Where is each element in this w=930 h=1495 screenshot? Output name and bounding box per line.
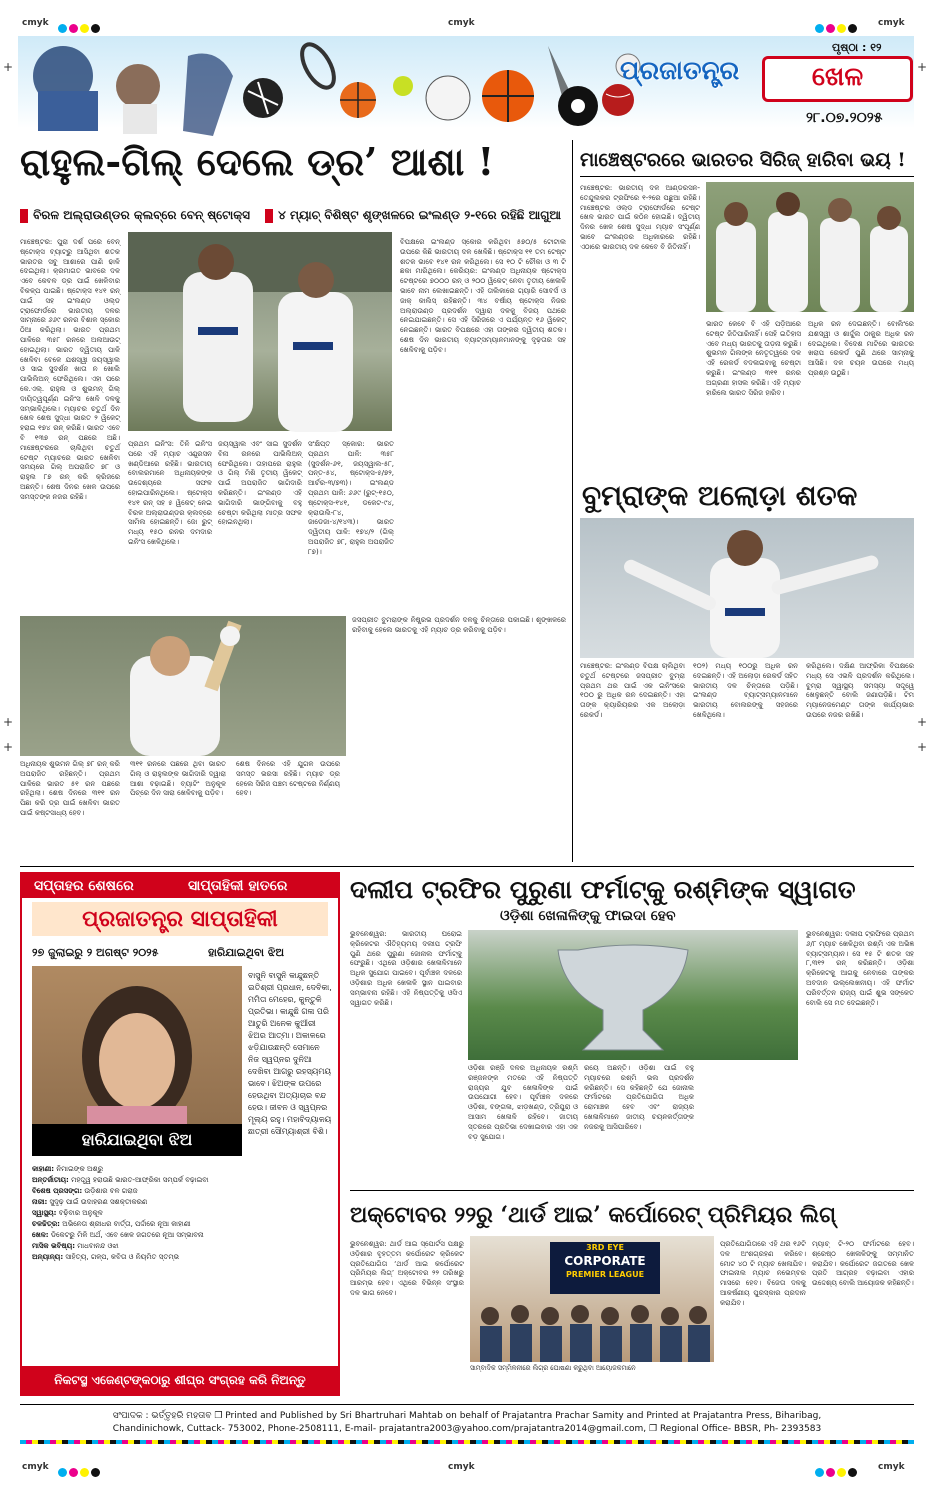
weekly-banner-left: ସପ୍ତାହର ଶେଷରେ [34,878,134,894]
registration-cross-icon: + [916,740,927,754]
lead-column-1: ମାଞ୍ଚେଷ୍ଟର: ପୁରା ଦର୍ଶ ପରେ ବେନ୍ ଷ୍ଟୋକ୍ସ ବ୍ୟାଟ୍‌ରୁ ଆସିଥିବା ଶତକ ଭାରତର ସବୁ ଆଶାରେ ପାଣି ଢାଳି ଦେଇଥିଲା। କ୍ରମାଗତ ଭାବରେ ଦଳ ଏବେ କେବଳ ଡ୍ର ପାଇଁ ଖେଳିବାର ବିକଳ୍ପ ପାଇଛି। ଷ୍ଟୋକ୍ସ ୧୪୧ ରନ୍ ପାଇଁ ସହ ଇଂଲଣ୍ଡ ଓଲ୍ଡ ଟ୍ରାଫୋର୍ଡରେ ଭାରତୀୟ ଦଳର ସାମ୍ନାରେ ୬୬୯ ରନର ବିଶାଳ ସ୍କୋର ଠିଆ କରିଥିଲା। ଭାରତ ପ୍ରଥମ ପାଳିରେ ୩୫୮ ରନରେ ଅଲଆଉଟ୍ ହୋଇଥିଲା। ଭାରତ ଦ୍ୱିତୀୟ ପାଳି ଖେଳିବା ବେଳେ ଯଶସ୍ୱୀ ଜୟସ୍ୱାଲ ଓ ସାଇ ସୁଦର୍ଶନ ଖାତା ନ ଖୋଲି ପାଭିଲିଅନ୍ ଫେରିଥିଲେ। ଏହା ପରେ କେ.ଏଲ୍. ରାହୁଲ ଓ ଶୁଭମନ୍ ଗିଲ୍ ଦାୟିତ୍ୱପୂର୍ଣ୍ଣ ଇନିଂସ ଖେଳି ଦଳକୁ ସମ୍ଭାଳିଥିଲେ। ମ୍ୟାଚର ଚତୁର୍ଥ ଦିନ ଖେଳ ଶେଷ ସୁଦ୍ଧା ଭାରତ ୨ ୱିକେଟ୍ ହରାଇ ୧୭୪ ରନ୍ କରିଛି। ଭାରତ ଏବେ ବି ୧୩୭ ରନ୍ ପଛରେ ଅଛି। ମାଞ୍ଚେଷ୍ଟରରେ ଚାଲିଥିବା ଚତୁର୍ଥ ଟେଷ୍ଟ ମ୍ୟାଚରେ ଭାରତ ଖେଳିବା ସମୟରେ ଗିଲ୍ ଅପରାଜିତ ୭୮ ଓ ରାହୁଲ ୮୭ ରନ୍ କରି କ୍ରିଜରେ ଅଛନ୍ତି। ଶେଷ ଦିନର ଖେଳ ଉପରେ ସମସ୍ତଙ୍କ ନଜର ରହିଛି। [20,238,125,501]
duleep-column-4: ଭୁବନେଶ୍ୱର: ଦଲୀପ ଟ୍ରଫିରେ ପ୍ରଥମ ୬/୮ ମ୍ୟାଚ ଖେଳିଥିବା ରଶ୍ମି ଏକ ଅଭିଜ୍ଞ ବ୍ୟାଟ୍ସମ୍ୟାନ। ସେ ୧୫ ଟି ଶତକ ସହ ୮,୩୧୨ ରନ୍ କରିଛନ୍ତି। ଓଡ଼ିଶା କ୍ରିକେଟକୁ ଆଗକୁ ନେବାରେ ତାଙ୍କର ଅବଦାନ ଉଲ୍ଲେଖନୀୟ। ଏହି ଫର୍ମାଟ ପରିବର୍ତ୍ତନ ରାଜ୍ୟ ପାଇଁ ଶୁଭ ସଙ୍କେତ ବୋଲି ସେ ମତ ଦେଇଛନ୍ତି। [806,930,917,1007]
lead-column-5: ବିପକ୍ଷରେ ଇଂଲଣ୍ଡ ସ୍କୋର କରିଥିବା ୫୭୦/୫ ଟୋଟାଲ ଉପରେ କିଛି ଭାରତୀୟ ଦଳ ଖେଳିଛି। ଷ୍ଟୋକ୍ସ ୧୧ ତମ ଟେଷ୍ଟ ଶତକ ଭାବେ ୧୪୧ ରନ କରିଥିଲେ। ସେ ୧୦ ଟି ଚୌକା ଓ ୩ ଟି ଛକା ମାରିଥିଲେ। କେରିୟର: ଇଂଲଣ୍ଡ ଅଧିନାୟକ ଷ୍ଟୋକ୍ସ ଟେଷ୍ଟରେ ୭୦୦୦ ରନ୍ ଓ ୨୦୦ ୱିକେଟ୍ ନେବା ତୃତୀୟ ଖେଳାଳି ଭାବେ ନାମ ଲେଖାଇଛନ୍ତି। ଏହି ତାଲିକାରେ ଗ୍ୟାରି ସୋବର୍ସ ଓ ଜାକ୍ କାଲିସ୍ ରହିଛନ୍ତି। ୩୪ ବର୍ଷୀୟ ଷ୍ଟୋକ୍ସ ନିଜର ଅଲ୍‌ରାଉଣ୍ଡ ପ୍ରଦର୍ଶନ ଦ୍ୱାରା ଦଳକୁ ବିଜୟ ପଥରେ ନେଇଯାଇଛନ୍ତି। ସେ ଏହି ସିରିଜରେ ଏ ପର୍ଯ୍ୟନ୍ତ ୧୬ ୱିକେଟ୍ ନେଇଛନ୍ତି। ଭାରତ ବିପକ୍ଷରେ ଏହା ତାଙ୍କର ଦ୍ୱିତୀୟ ଶତକ। ଶେଷ ଦିନ ଭାରତୀୟ ବ୍ୟାଟ୍ସମ୍ୟାନମାନଙ୍କୁ ଦୃଢ଼ତାର ସହ ଖେଳିବାକୁ ପଡ଼ିବ। [400,238,569,354]
thirdeye-headline: ଅକ୍ଟୋବର ୨୨ରୁ ‘ଥାର୍ଡ ଆଇ’ କର୍ପୋରେଟ୍ ପ୍ରିମିୟର ଲିଗ୍ [350,1202,836,1228]
contents-item: ସ୍ୱାସ୍ଥ୍ୟ: ବଢ଼ିବାର ଅନୁକୂଳ [32,1209,103,1217]
lead-column-7: ୩୧୧ ରନରେ ପଛରେ ଥିବା ଭାରତ ଗିଲ୍ ଓ ରାହୁଲଙ୍କ ଭାଗିଦାରି ଦ୍ୱାରା ଆଶା ବଢ଼ାଇଛି। ବ୍ୟାଟିଂ ଅନୁକୂଳ ପିଚ୍‌ରେ ଦିନ ସାରା ଖେଳିବାକୁ ପଡ଼ିବ। [130,760,229,798]
weekly-masthead-box [32,902,328,936]
brand-logo [620,56,760,114]
cmyk-mark-top-right: cmyk [878,18,905,28]
manchester-photo-team [706,182,914,312]
edition-date: ୨୮.୦୭.୨୦୨୫ [806,110,883,126]
bullet-icon [20,209,28,223]
lead-headline: ରାହୁଲ-ଗିଲ୍ ଦେଲେ ଡ୍ର’ ଆଶା ! [20,139,495,184]
thirdeye-column-2: ପ୍ରତିଯୋଗିତାରେ ଏହି ଥର ୧୬ଟି ଦଳ ଅଂଶଗ୍ରହଣ କରିବେ। ମୋଟ ୪୦ ଟି ମ୍ୟାଚ ଖେଳାଯିବ। ଫାଇନାଲ ମ୍ୟାଚ ନଭେମ୍ବର ମାସରେ ହେବ। ବିଜେତା ଦଳକୁ ଆକର୍ଷଣୀୟ ପୁରସ୍କାର ପ୍ରଦାନ କରାଯିବ। [720,1240,809,1307]
imprint [20,1410,914,1436]
weekly-footer: ନିକଟସ୍ଥ ଏଜେଣ୍ଟଙ୍କଠାରୁ ଶୀଘ୍ର ସଂଗ୍ରହ କରି ନିଅନ୍ତୁ [22,1366,338,1394]
lead-subheads [20,205,566,225]
lead-photo-rahul-gill [128,232,392,431]
contents-item: ଅନ୍ତର୍ଜାତୀୟ: ମହତ୍ତ୍ୱ ହରାଉଛି ଭାରତ-ଆଫ୍ରିକା ସମ୍ପର୍କ ବଢ଼ାଇବା [32,1176,209,1184]
registration-cross-icon: + [916,715,927,729]
weekly-photo-caption: ହାରିଯାଇଥିବା ଝିଅ [32,1124,242,1156]
weekly-poem: ବାସୁନି ବାସୁନି କାନ୍ଦୁଛନ୍ତି ଇତିଶ୍ରୀ ପ୍ରଧାନ, ଦେବିକା, ମମିତା ମେହେର, କୁନ୍ତୁଳି ପ୍ରତିଭା। କାନ୍ଦୁଛି ଗଳା ପରି ଆତୁରି ଅନେକ କୁଆଁରୀ ଝିଅର ଆତ୍ମା। ଅକାଳରେ ଝଡ଼ିଯାଉଛନ୍ତି ସେମାନେ ନିଜ ସ୍ୱପ୍ନର ଦୁନିଆ ଦେଖିବା ଆଗରୁ ରହସ୍ୟମୟ ଭାବେ। ଝିଅଙ୍କ ଉପରେ ହେଉଥିବା ଅତ୍ୟାଚାର ବନ୍ଦ ହେଉ। ଜୀବନ ଓ ସ୍ୱପ୍ନର ମୂଲ୍ୟ ରହୁ। ମହାବିଦ୍ୟାଳୟ ଛାତ୍ରୀ ସୌମ୍ୟାଶ୍ରୀ ବିଶି। [248,971,335,1136]
weekly-ad-banner [22,874,338,898]
thirdeye-column-1: ଭୁବନେଶ୍ୱର: ଥାର୍ଡ ଆଇ ସ୍ପୋର୍ଟସ ପକ୍ଷରୁ ଓଡ଼ିଶାର ବୃହତ୍ତମ କର୍ପୋରେଟ କ୍ରିକେଟ ପ୍ରତିଯୋଗିତା ‘ଥାର୍ଡ ଆଇ କର୍ପୋରେଟ ପ୍ରିମିୟର ଲିଗ୍’ ଅକ୍ଟୋବର ୨୨ ତାରିଖରୁ ଆରମ୍ଭ ହେବ। ଏଥିରେ ବିଭିନ୍ନ ସଂସ୍ଥାର ଦଳ ଭାଗ ନେବେ। [350,1240,467,1297]
lead-column-3: ଜୟସ୍ୱାଲ ଏବଂ ସାଇ ସୁଦର୍ଶନ ବିନା ରନରେ ପାଭିଲିଅନ୍ ଫେରିଥିଲେ। ତାହାପରେ ରାହୁଲ ଓ ଗିଲ୍ ମିଶି ତୃତୀୟ ୱିକେଟ୍ ପାଇଁ ଅପରାଜିତ ଭାଗିଦାରି କରିଛନ୍ତି। ଇଂଲଣ୍ଡ ଏହି ଭାଗିଦାରି ଭାଙ୍ଗିବାକୁ ବହୁ ଚେଷ୍ଟା କରିଥିଲା ମାତ୍ର ସଫଳ ହୋଇନଥିଲା। [218,440,305,527]
duleep-column-2: ଓଡ଼ିଶା ରଞ୍ଜି ଦଳର ଅଧିନାୟକ ରଶ୍ମି ରଞ୍ଜନଙ୍କ ମତରେ ଏହି ନିଷ୍ପତ୍ତି ରାଜ୍ୟର ଯୁବ ଖେଳାଳିଙ୍କ ପାଇଁ ଉପଯୋଗୀ ହେବ। ପୂର୍ବାଞ୍ଚଳ ଦଳରେ ଓଡ଼ିଶା, ବଙ୍ଗଳା, ଝାଡ଼ଖଣ୍ଡ, ତ୍ରିପୁରା ଓ ଆସାମ ଖେଳାଳି ରହିବେ। ଜାତୀୟ ସ୍ତରରେ ପ୍ରତିଭା ଦେଖାଇବାର ଏହା ଏକ ବଡ଼ ସୁଯୋଗ। [468,1064,581,1141]
lead-subhead-right: ୪ ମ୍ୟାଚ୍ ବିଶିଷ୍ଟ ଶୃଙ୍ଖଳରେ ଇଂଲଣ୍ଡ ୨-୧ରେ ରହିଛି ଆଗୁଆ [278,208,562,222]
imprint-rule [20,1404,914,1405]
color-dots-top-left [58,18,102,37]
thirdeye-photo-caption: ସାମ୍ବାଦିକ ସମ୍ମିଳନୀରେ ଲିଗ୍‌ର ଘୋଷଣା କରୁଥିବା ଆୟୋଜକମାନେ [470,1364,636,1372]
thirdeye-photo [470,1236,714,1362]
weekly-banner-right: ସାପ୍ତାହିକୀ ହାତରେ [188,878,288,894]
color-bar [20,1440,914,1444]
manchester-column-2: ଭାରତ କେବେ ବି ଏହି ପଡ଼ିଆରେ ଟେଷ୍ଟ ଜିତିପାରିନାହିଁ। ସେହି ଇତିହାସ ଏବେ ମଧ୍ୟ ଭାରତକୁ ତାଡ଼ନା କରୁଛି। ଶୁଭମନ ଗିଲଙ୍କ ନେତୃତ୍ୱରେ ଦଳ ଏହି ରେକର୍ଡ ବଦଳାଇବାକୁ ଚେଷ୍ଟା କରୁଛି। ଇଂଲଣ୍ଡ ୩୧୧ ରନର ଅଗ୍ରଣୀ ହାସଲ କରିଛି। ଏହି ମ୍ୟାଚ ହାରିଲେ ଭାରତ ସିରିଜ ହାରିବ। [706,320,804,397]
lead-subhead-left: ବିରଳ ଅଲ୍‌ରାଉଣ୍ଡର କ୍ଲବ୍‌ରେ ବେନ୍ ଷ୍ଟୋକ୍ସ [33,208,250,222]
brand-name: ପ୍ରଜାତନ୍ତ୍ର [620,56,740,86]
manchester-column-3: ଅଧିକ ରନ ଦେଇଛନ୍ତି। ବୋଲିଂରେ ଯଶସ୍ୱୀ ଓ ଶାର୍ଦ୍ଦୁଲ ଠାକୁର ଅଧିକ ରନ ଦେଇଥିଲେ। ବିଦେଶ ମାଟିରେ ଭାରତର ଖରାପ ରେକର୍ଡ ପୁଣି ଥରେ ସାମ୍ନାକୁ ଆସିଛି। ଦଳ ଚୟନ ଉପରେ ମଧ୍ୟ ପ୍ରଶ୍ନ ଉଠୁଛି। [808,320,917,377]
bumrah-photo [580,518,914,658]
cmyk-mark-top-center: cmyk [448,18,475,28]
cmyk-mark-bottom-center: cmyk [448,1462,475,1472]
lead-column-4: ସଂକ୍ଷିପ୍ତ ସ୍କୋର: ଭାରତ ପ୍ରଥମ ପାଳି: ୩୫୮ (ସୁଦର୍ଶନ-୬୧, ଜୟସ୍ୱାଲ-୫୮, ପନ୍ତ-୫୪, ଷ୍ଟୋକ୍ସ-୫/୭୨, ଆର୍ଚର-୩/୭୩)। ଇଂଲଣ୍ଡ ପ୍ରଥମ ପାଳି: ୬୬୯ (ରୁଟ୍-୧୫୦, ଷ୍ଟୋକ୍ସ-୧୪୧, ଡକେଟ-୯୪, କ୍ରାଉଲି-୮୪, ଜାଡେଜା-୪/୧୪୩)। ଭାରତ ଦ୍ୱିତୀୟ ପାଳି: ୧୭୪/୨ (ଗିଲ୍ ଅପରାଜିତ ୭୮, ରାହୁଲ ଅପରାଜିତ ୮୭)। [308,440,397,556]
bumrah-column-1: ମାଞ୍ଚେଷ୍ଟର: ଇଂଲଣ୍ଡ ବିପକ୍ଷ ଚାଲିଥିବା ଚତୁର୍ଥ ଟେଷ୍ଟରେ ଜସପ୍ରୀତ ବୁମ୍‌ରା ପ୍ରଥମ ଥର ପାଇଁ ଏକ ଇନିଂସରେ ୧୦୦ ରୁ ଅଧିକ ରନ ଦେଇଛନ୍ତି। ଏହା ତାଙ୍କ କ୍ୟାରିୟରର ଏକ ଅଲୋଡ଼ା ରେକର୍ଡ। [580,662,688,719]
duleep-headline: ଦଲୀପ ଟ୍ରଫିର ପୁରୁଣା ଫର୍ମାଟ୍‌କୁ ରଶ୍ମିଙ୍କ ସ୍ୱାଗତ [350,875,856,904]
color-dots-bottom-left [58,1462,102,1481]
registration-cross-icon: + [3,60,14,74]
lead-column-2: ପ୍ରଥମ ଇନିଂସ: ତିନି ଇନିଂସ ପରେ ଏହି ମ୍ୟାଚ ଏଣ୍ଡ୍ରସନ ଖଣ୍ଡିଆରେ ରହିଛି। ଭାରତୀୟ ବୋଲରମାନେ ଅଧିନାୟକଙ୍କ ଉଦ୍ଦେଶ୍ୟରେ ସଫଳ ହୋଇପାରିନଥିଲେ। ଷ୍ଟୋକ୍ସ ୧୪୧ ରନ୍ ସହ ୫ ୱିକେଟ୍ ନେଇ ବିରଳ ଅଲ୍‌ରାଉଣ୍ଡର କ୍ଲବ୍‌ରେ ସାମିଲ ହୋଇଛନ୍ତି। ଜୋ ରୁଟ୍ ମଧ୍ୟ ୧୫୦ ରନର ଦମଦାର ଇନିଂସ ଖେଳିଥିଲେ। [128,440,215,546]
page-number: ପୃଷ୍ଠା : ୧୨ [832,41,882,54]
contents-item: ନାରୀ: ସୁଦୃଢ଼ ପାଇଁ ଉଦାହରଣ ସଶକ୍ତୀକରଣ [32,1198,148,1206]
column-divider [572,140,573,862]
bullet-icon [265,209,273,223]
weekly-story-title: ହାରିଯାଇଥିବା ଝିଅ [208,946,285,959]
section-badge [762,56,913,102]
duleep-column-3: ରୟେ ଅଛନ୍ତି। ଓଡ଼ିଶା ପାଇଁ ବହୁ ମ୍ୟାଚରେ ରଶ୍ମି ଭଲ ପ୍ରଦର୍ଶନ କରିଛନ୍ତି। ସେ କହିଛନ୍ତି ଯେ ଜୋନାଲ ଫର୍ମାଟରେ ପ୍ରତିଯୋଗିତା ଅଧିକ ରୋମାଞ୍ଚକ ହେବ ଏବଂ ରାଜ୍ୟର ଖେଳାଳିମାନେ ଜାତୀୟ ଚୟନକର୍ତ୍ତାଙ୍କ ନଜରକୁ ଆସିପାରିବେ। [584,1064,697,1131]
imprint-line-2: Chandinichowk, Cuttack- 753002, Phone-2508111, E-mail- prajatantra2003@yahoo.com/prajatantra2014@gmail.com, ❒ Regional Office- BBSR, Ph- 2393583 [112,1424,822,1434]
color-dots-bottom-right [815,1462,859,1481]
thirdeye-column-3: ମ୍ୟାଚ୍ ଟି-୨୦ ଫର୍ମାଟରେ ହେବ। ଶ୍ରେଷ୍ଠ ଖେଳାଳିଙ୍କୁ ସମ୍ମାନିତ କରାଯିବ। କର୍ପୋରେଟ ଜଗତରେ ଖେଳ ପ୍ରତି ଆଗ୍ରହ ବଢ଼ାଇବା ଏହାର ଉଦ୍ଦେଶ୍ୟ ବୋଲି ଆୟୋଜକ କହିଛନ୍ତି। [812,1240,917,1288]
league-banner: 3RD EYE CORPORATE PREMIER LEAGUE [550,1242,660,1294]
weekly-contents [32,1164,242,1362]
contents-item: ଅନ୍ୟାନ୍ୟ: ସାହିତ୍ୟ, ଗଳ୍ପ, କବିତା ଓ ନିୟମିତ ସ୍ତମ୍ଭ [32,1253,180,1261]
weekly-dates: ୨୭ ଜୁଲାଇରୁ ୨ ଅଗଷ୍ଟ ୨୦୨୫ [32,946,159,959]
manchester-column-1: ମାଞ୍ଚେଷ୍ଟର: ଭାରତୀୟ ଦଳ ଆଣ୍ଡରସନ-ତେନ୍ଦୁଲକର ଟ୍ରଫିରେ ୧-୨ରେ ପଛୁଆ ରହିଛି। ମାଞ୍ଚେଷ୍ଟର ଓଲ୍ଡ ଟ୍ରାଫୋର୍ଡରେ ଟେଷ୍ଟ ଖେଳ ଭାରତ ପାଇଁ କଠିନ ହୋଇଛି। ଦ୍ୱିତୀୟ ଦିନର ଖେଳ ଶେଷ ସୁଦ୍ଧା ମ୍ୟାଚ ସଂପୂର୍ଣ୍ଣ ଭାବେ ଇଂଲଣ୍ଡର ଅଧିକାରରେ ରହିଛି। ଏଠାରେ ଭାରତୀୟ ଦଳ କେବେ ବି ଜିତିନାହିଁ। [580,184,703,251]
registration-cross-icon: + [3,715,14,729]
contents-item: କାହାଣୀ: ନିମାଇଙ୍କ ଅଶ୍ରୁ [32,1165,104,1173]
contents-item: ଖେଳ: ଡିକେଟରୁ ମିଳି ଅର୍ଥ, ଏବେ ଖେଳ ଜଗତରେ ନୂଆ ସମ୍ଭାବନା [32,1231,204,1239]
contents-item: ମାସିକ ଭବିଷ୍ୟ: ମାଧବାନନ୍ଦ ଓଝା [32,1242,119,1250]
section-rule [20,866,914,867]
manchester-headline: ମାଞ୍ଚେଷ୍ଟରରେ ଭାରତର ସିରିଜ୍ ହାରିବା ଭୟ ! [580,149,906,171]
registration-cross-icon: + [3,740,14,754]
weekly-photo [32,966,242,1156]
bumrah-headline: ବୁମ୍‌ରାଙ୍କ ଅଲୋଡ଼ା ଶତକ [582,479,858,512]
duleep-subhead: ଓଡ଼ିଶା ଖେଳାଳିଙ୍କୁ ଫାଇଦା ହେବ [500,908,676,924]
cmyk-mark-bottom-right: cmyk [878,1462,905,1472]
registration-cross-icon: + [916,60,927,74]
duleep-column-1: ଭୁବନେଶ୍ୱର: ଭାରତୀୟ ଘରୋଇ କ୍ରିକେଟର ଐତିହ୍ୟମୟ ଦଲୀପ ଟ୍ରଫି ପୁଣି ଥରେ ପୁରୁଣା ଜୋନାଲ ଫର୍ମାଟ୍‌କୁ ଫେରୁଛି। ଏଥିରେ ଓଡ଼ିଶାର ଖେଳାଳିମାନେ ଅଧିକ ସୁଯୋଗ ପାଇବେ। ପୂର୍ବାଞ୍ଚଳ ଦଳରେ ଓଡ଼ିଶାର ଅଧିକ ଖେଳାଳି ସ୍ଥାନ ପାଇବାର ସମ୍ଭାବନା ରହିଛି। ଏହି ନିଷ୍ପତ୍ତିକୁ ଓସିଏ ସ୍ୱାଗତ କରିଛି। [350,930,465,1007]
bumrah-column-3: କରିଥିଲେ। ଦକ୍ଷିଣ ଆଫ୍ରିକା ବିପକ୍ଷରେ ମଧ୍ୟ ସେ ଏଭଳି ପ୍ରଦର୍ଶନ କରିଥିଲେ। ବୁମ୍‌ରା ସ୍ୱାସ୍ଥ୍ୟ ସମସ୍ୟା ସତ୍ତ୍ୱେ ଖେଳୁଛନ୍ତି ବୋଲି ଜଣାପଡ଼ିଛି। ଟିମ ମ୍ୟାନେଜମେଣ୍ଟ ତାଙ୍କ କାର୍ଯ୍ୟଭାର ଉପରେ ନଜର ରଖିଛି। [806,662,917,719]
cmyk-mark-bottom-left: cmyk [22,1462,49,1472]
contents-item: ଚଳଚ୍ଚିତ୍ର: ଅଭିନେତା ଶ୍ରୀଧର ବାର୍ତ୍ତା, ପର୍ଦ୍ଦାରେ ନୂଆ କାହାଣୀ [32,1220,191,1228]
lead-column-6: ଅଧିନାୟକ ଶୁଭମନ ଗିଲ୍ ୭୮ ରନ୍ କରି ଅପରାଜିତ ରହିଛନ୍ତି। ପ୍ରଥମ ପାଳିରେ ଭାରତ ୫୧ ରନ ପଛରେ ରହିଥିଲା। ଶେଷ ଦିନରେ ୩୧୧ ରନ ପିଛା କରି ଡ୍ର ପାଇଁ ଖେଳିବା ଭାରତ ପାଇଁ କଷ୍ଟସାଧ୍ୟ ହେବ। [20,760,123,817]
section-rule [350,1190,914,1191]
cmyk-mark-top-left: cmyk [22,18,49,28]
section-name: ଖେଳ [811,62,864,92]
headline-rule [580,176,914,177]
duleep-trophy-photo [468,930,798,1060]
weekly-masthead: ପ୍ରଜାତନ୍ତ୍ର ସାପ୍ତାହିକୀ [82,906,278,932]
lead-photo-stokes [20,616,346,756]
bumrah-column-2: ୧୦୨) ମଧ୍ୟ ୧୦୦ରୁ ଅଧିକ ରନ ଦେଇଛନ୍ତି। ଏହି ଅଲୋଡ଼ା ରେକର୍ଡ ସହିତ ଭାରତୀୟ ଦଳ ଚିନ୍ତାରେ ପଡ଼ିଛି। ଇଂଲଣ୍ଡ ବ୍ୟାଟ୍ସମ୍ୟାନମାନେ ଭାରତୀୟ ବୋଲରଙ୍କୁ ସହଜରେ ଖେଳିଥିଲେ। [693,662,801,719]
lead-column-9: ଶେଷ ଦିନରେ ଏହି ଯୁଗଳ ଉପରେ ସମସ୍ତ ଭରସା ରହିଛି। ମ୍ୟାଚ ଡ୍ର ହେଲେ ସିରିଜ ପଞ୍ଚମ ଟେଷ୍ଟରେ ନିର୍ଣ୍ଣୟ ହେବ। [236,760,343,798]
contents-item: ବିଶେଷ ପ୍ରସଙ୍ଗ: ଉଡ଼ିଶାର ବଳ ଗରାଜ [32,1187,138,1195]
color-dots-top-right [815,18,859,37]
weekly-ad [20,872,340,1396]
imprint-line-1: ସଂପାଦକ : ଭର୍ତ୍ତୃହରି ମହତାବ ❒ Printed and Published by Sri Bhartruhari Mahtab on behalf of Prajatantra Prachar Samity and Printed at Prajatantra Press, Biharibag, [112,1411,822,1421]
lead-column-8: ଜସପ୍ରୀତ ବୁମରାଙ୍କ ନିଷ୍ପ୍ରଭ ପ୍ରଦର୍ଶନ ଦଳକୁ ଚିନ୍ତାରେ ପକାଇଛି। ଶୃଙ୍ଖଳରେ ରହିବାକୁ ହେଲେ ଭାରତକୁ ଏହି ମ୍ୟାଚ ଡ୍ର କରିବାକୁ ପଡ଼ିବ। [352,616,569,634]
